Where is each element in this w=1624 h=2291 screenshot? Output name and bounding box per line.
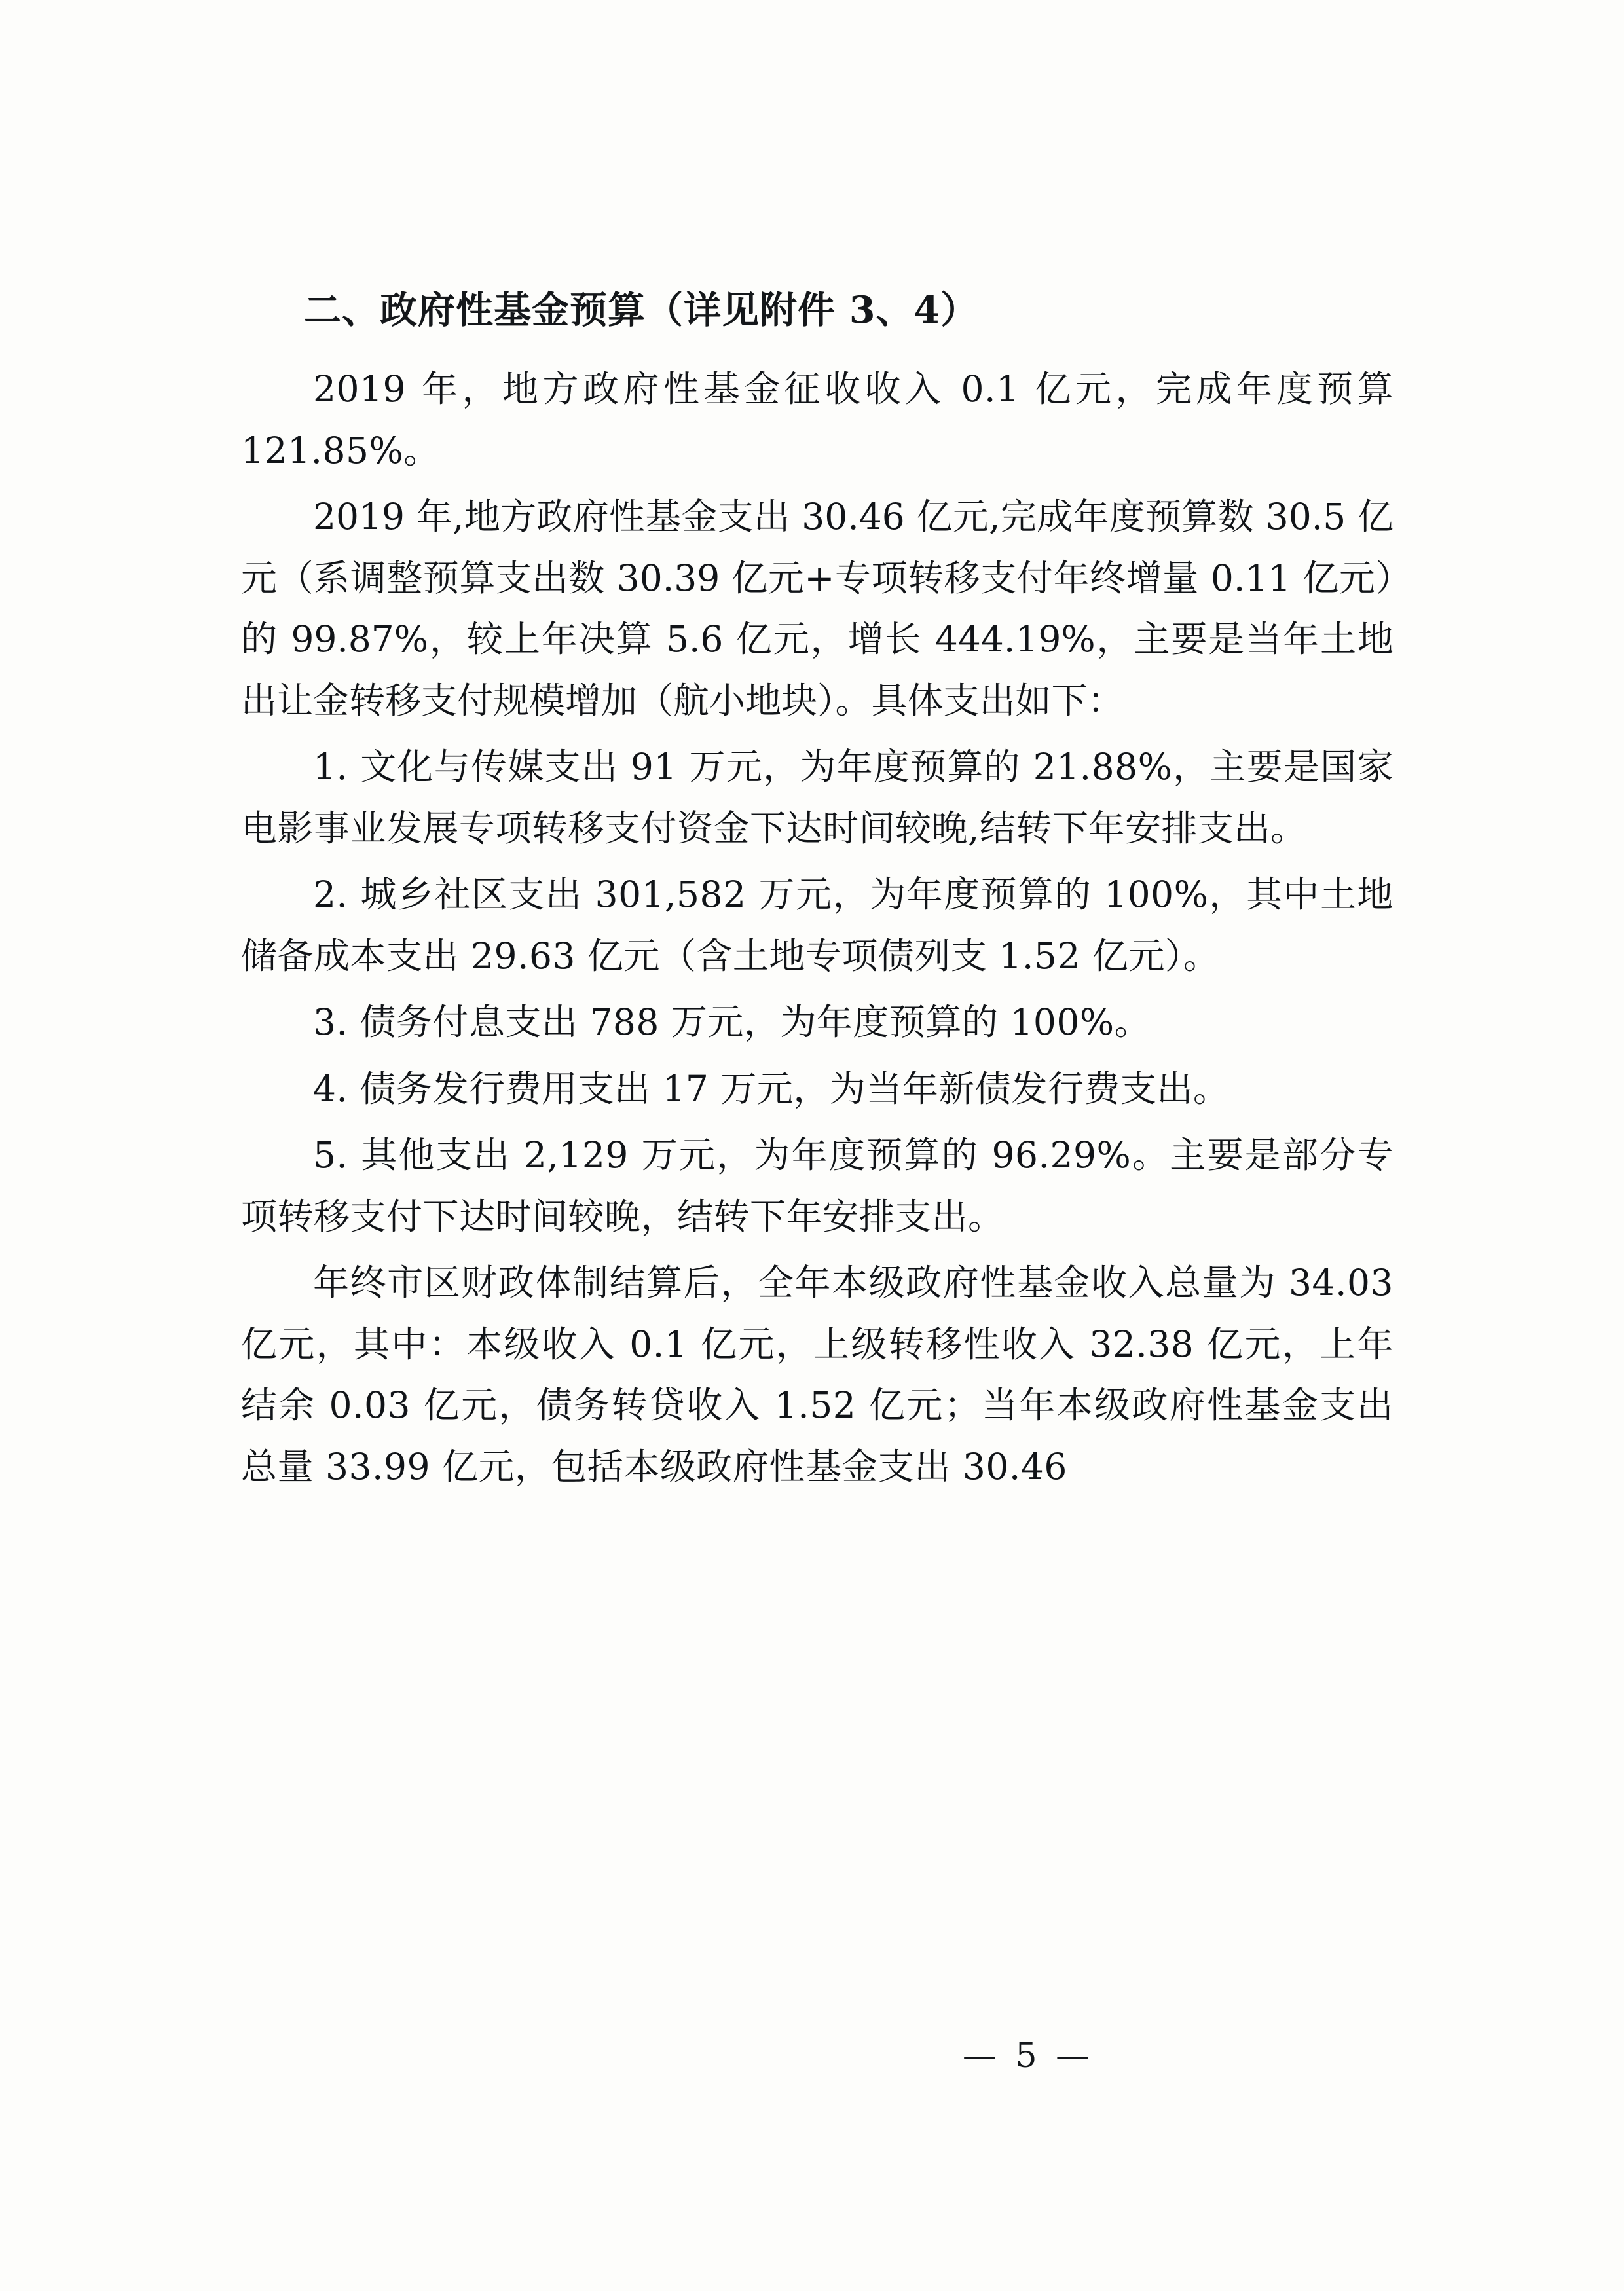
paragraph-item-4: 4. 债务发行费用支出 17 万元，为当年新债发行费支出。	[313, 1067, 1230, 1110]
paragraph-item-3: 3. 债务付息支出 788 万元，为年度预算的 100%。	[313, 1001, 1151, 1044]
paragraph-2: 2019 年,地方政府性基金支出 30.46 亿元,完成年度预算数 30.5 亿元（系调整预算支出数 30.39 亿元+专项转移支付年终增量 0.11 亿元）的 99.87%，较上年决算 5.6 亿元，增长 444.19%，主要是当年土地出让金转移支付规模增加（航小地块）。具体支出如下：	[241, 496, 1393, 722]
page-content	[241, 282, 1393, 1503]
page-number	[0, 2036, 1624, 2076]
paragraph-summary: 年终市区财政体制结算后，全年本级政府性基金收入总量为 34.03 亿元，其中：本级收入 0.1 亿元，上级转移性收入 32.38 亿元，上年结余 0.03 亿元，债务转贷收入 1.52 亿元；当年本级政府性基金支出总量 33.99 亿元，包括本级政府性基金支出 30.46	[241, 1262, 1393, 1488]
paragraph-item-2: 2. 城乡社区支出 301,582 万元，为年度预算的 100%，其中土地储备成本支出 29.63 亿元（含土地专项债列支 1.52 亿元）。	[241, 873, 1393, 977]
paragraph-item-5: 5. 其他支出 2,129 万元，为年度预算的 96.29%。主要是部分专项转移支付下达时间较晚，结转下年安排支出。	[241, 1134, 1393, 1237]
paragraph-item-1: 1. 文化与传媒支出 91 万元，为年度预算的 21.88%，主要是国家电影事业发展专项转移支付资金下达时间较晚,结转下年安排支出。	[241, 746, 1393, 849]
section-heading: 二、政府性基金预算（详见附件 3、4）	[304, 288, 979, 332]
page-number-text: — 5 —	[962, 2036, 1094, 2076]
paragraph-1: 2019 年，地方政府性基金征收收入 0.1 亿元，完成年度预算 121.85%。	[241, 368, 1393, 471]
